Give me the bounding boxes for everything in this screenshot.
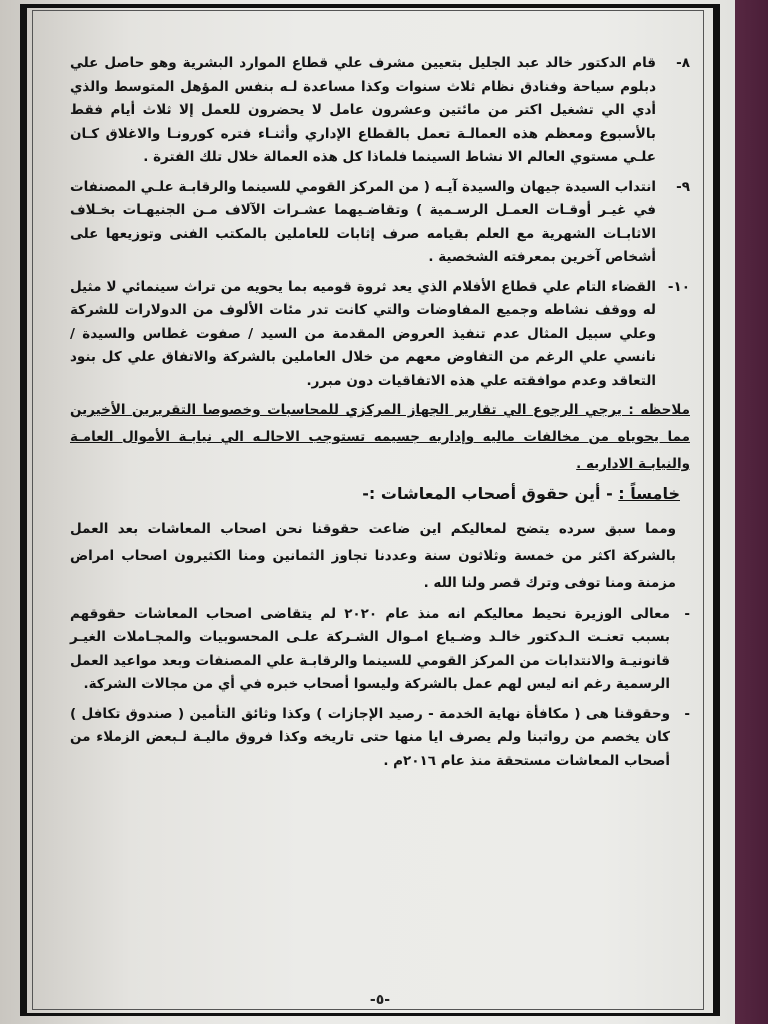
item-number: ٩-: [676, 178, 690, 195]
item-text: انتداب السيدة جيهان والسيدة آيـه ( من المركز القومي للسينما والرقابـة علـي المصنفات في غيـر أوقـات العمـل الرسـمية ) وتقاضـيهما عشـرات الآلاف مـن الجنيهـات بخـلاف الاثابـات الشهرية مع العلم بقيامه صرف إثابات للعاملين بالمكتب الفنى وتوزيعها على أشخاص آخرين بمعرفته الشخصية .: [70, 178, 656, 265]
item-text: قام الدكتور خالد عبد الجليل بتعيين مشرف علي قطاع الموارد البشرية وهو حاصل علي دبلوم سياحة وفنادق نظام ثلاث سنوات وكذا مساعدة لـه بنفس المؤهل المتوسط والذي أدي الي تشغيل اكتر من مائتين وعشرون عامل لا يحضرون للعمل إلا ثلاث أيام فقط بالأسبوع ومعظم هذه العمالـة تعمل بالقطاع الإداري وأثنـاء فتره كورونـا والاغلاق كـان علـي مستوي العالم الا نشاط السينما فلماذا كل هذه العمالة خلال تلك الفترة .: [70, 55, 656, 165]
dash-marker: -: [684, 605, 690, 622]
item-number: ٨-: [676, 55, 690, 71]
dash-item-text: معالى الوزيرة نحيط معاليكم انه منذ عام ٢٠٢٠ لم يتقاضى اصحاب المعاشات حقوقهم بسبب تعنـت الـدكتور خالـد وضـياع امـوال الشـركة علـى المحسوبيات والمجـاملات الغيـر قانونيـة والانتدابات من المركز القومي للسينما والرقابـة علي المصنفات وبعد مواعيد العمل الرسمية رغم انه ليس لهم عمل بالشركة وليسوا أصحاب خبره في أي من مجالات الشركة.: [70, 605, 671, 692]
dash-marker: -: [684, 705, 690, 722]
document-body: [70, 52, 690, 773]
dash-item-text: وحقوقنا هى ( مكافأة نهاية الخدمة - رصيد الإجازات ) وكذا وثائق التأمين ( صندوق تكافل ) كان يخصم من رواتبنا ولم يصرف ايا منها حتى تاريخه وكذا فروق ماليـة لـبعض الزملاء من أصحاب المعاشات مستحقة منذ عام ٢٠١٦م .: [70, 705, 670, 769]
dash-item-rights: [70, 703, 690, 774]
list-item-8: [70, 52, 690, 170]
section-heading-text: - أين حقوق أصحاب المعاشات :-: [362, 484, 613, 503]
list-item-10: [70, 276, 690, 394]
section-heading-label: خامساً :: [618, 484, 680, 503]
item-number: ١٠-: [667, 278, 690, 295]
intro-paragraph: ومما سبق سرده يتضح لمعاليكم اين ضاعت حقوقنا نحن اصحاب المعاشات بعد العمل بالشركة اكثر من خمسة وثلاثون سنة وعددنا تجاوز الثمانين ومنا الكثيرون اصحاب امراض مزمنة ومنا توفى وترك قصر ولنا الله .: [70, 520, 676, 591]
dash-item-minister: [70, 603, 690, 697]
section-heading: [70, 482, 690, 506]
page-number: -٥-: [369, 992, 391, 1008]
note-paragraph: ملاحظه : يرجي الرجوع الي تقارير الجهاز المركزي للمحاسبات وخصوصا التقريرين الأخيرين مما يحوياه من مخالفات ماليه وإداريه جسيمه تستوجب الاحالـه الي نيابـة الأموال العامـة والنيابـة الاداريه .: [70, 402, 690, 472]
list-item-9: [70, 176, 690, 270]
item-text: القضاء التام علي قطاع الأفلام الذي يعد ثروة قوميه بما يحويه من تراث سينمائي لا مثيل له ووقف نشاطه وجميع المفاوضات والتي كانت تدر مئات الألوف من الدولارات للشركة وعلي سبيل المثال عدم تنفيذ العروض المقدمة من السيد / صفوت غطاس والسيدة / نانسي علي الرغم من التفاوض معهم من خلال العاملين بالشركة والاتفاق علي كل بنود التعاقد وعدم موافقته علي هذه الاتفاقيات دون مبرر.: [70, 278, 656, 389]
